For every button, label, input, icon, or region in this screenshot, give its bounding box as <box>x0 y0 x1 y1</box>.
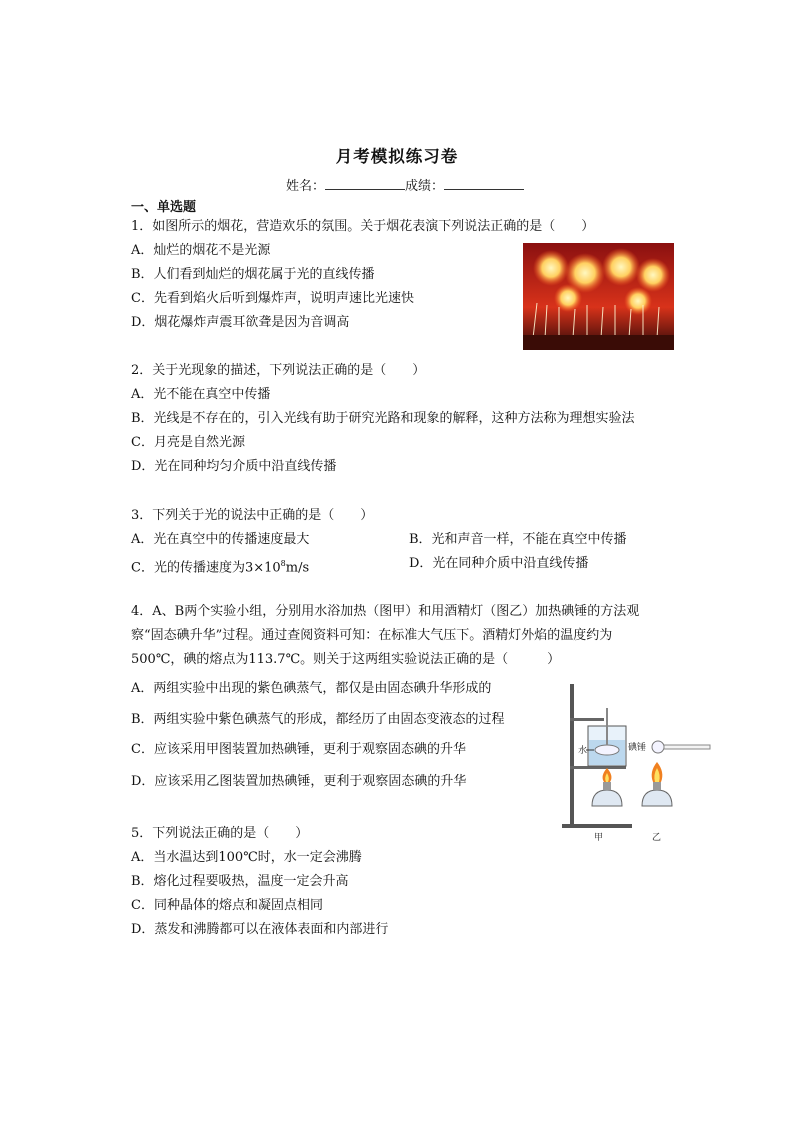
q3-option-c-unit: m/s <box>285 560 310 576</box>
q5-option-d: D．蒸发和沸腾都可以在液体表面和内部进行 <box>131 922 389 937</box>
q3-option-c <box>131 555 309 577</box>
q4-option-b: B．两组实验中紫色碘蒸气的形成，都经历了由固态变液态的过程 <box>131 712 505 727</box>
q2-option-b: B．光线是不存在的，引入光线有助于研究光路和现象的解释，这种方法称为理想实验法 <box>131 411 635 426</box>
name-label: 姓名： <box>286 179 326 194</box>
q2-option-d: D．光在同种均匀介质中沿直线传播 <box>131 459 337 474</box>
q2-option-a: A．光不能在真空中传播 <box>131 387 271 402</box>
q3-option-a: A．光在真空中的传播速度最大 <box>131 532 310 547</box>
q4-option-a: A．两组实验中出现的紫色碘蒸气，都仅是由固态碘升华形成的 <box>131 681 492 696</box>
fireworks-image <box>523 243 674 350</box>
q4-option-c: C．应该采用甲图装置加热碘锤，更利于观察固态碘的升华 <box>131 742 466 757</box>
label-iodine-tube: 碘锤 <box>628 743 647 753</box>
score-label: 成绩： <box>405 179 445 194</box>
q3-option-c-text: C．光的传播速度为3×10 <box>131 560 281 576</box>
q1-option-a: A．灿烂的烟花不是光源 <box>131 243 271 258</box>
q2-stem: 2．关于光现象的描述，下列说法正确的是（ ） <box>131 363 426 378</box>
q5-option-c: C．同种晶体的熔点和凝固点相同 <box>131 898 323 913</box>
label-jia: 甲 <box>594 833 604 843</box>
q3-option-d: D．光在同种介质中沿直线传播 <box>409 556 589 571</box>
q4-stem-line2: 察“固态碘升华”过程。通过查阅资料可知：在标准大气压下。酒精灯外焰的温度约为 <box>131 628 613 643</box>
score-blank[interactable] <box>444 178 524 190</box>
student-info-line <box>286 175 524 194</box>
q3-option-b: B．光和声音一样，不能在真空中传播 <box>409 532 627 547</box>
q4-option-d: D．应该采用乙图装置加热碘锤，更利于观察固态碘的升华 <box>131 774 467 789</box>
q5-stem: 5．下列说法正确的是（ ） <box>131 826 309 841</box>
iodine-experiment-figure <box>552 678 714 846</box>
label-yi: 乙 <box>652 833 662 843</box>
q5-option-b: B．熔化过程要吸热，温度一定会升高 <box>131 874 349 889</box>
q3-stem: 3．下列关于光的说法中正确的是（ ） <box>131 508 374 523</box>
q1-option-c: C．先看到焰火后听到爆炸声，说明声速比光速快 <box>131 291 414 306</box>
q1-stem: 1．如图所示的烟花，营造欢乐的氛围。关于烟花表演下列说法正确的是（ ） <box>131 219 595 234</box>
label-water: 水 <box>578 746 588 756</box>
q3-option-c-exponent: 8 <box>280 559 286 568</box>
name-blank[interactable] <box>325 178 405 190</box>
section-heading: 一、单选题 <box>131 200 197 215</box>
q2-option-c: C．月亮是自然光源 <box>131 435 245 450</box>
q5-option-a: A．当水温达到100℃时，水一定会沸腾 <box>131 850 362 865</box>
page-title: 月考模拟练习卷 <box>335 147 459 166</box>
q1-option-d: D．烟花爆炸声震耳欲聋是因为音调高 <box>131 315 350 330</box>
q1-option-b: B．人们看到灿烂的烟花属于光的直线传播 <box>131 267 375 282</box>
q4-stem-line1: 4．A、B两个实验小组，分别用水浴加热（图甲）和用酒精灯（图乙）加热碘锤的方法观 <box>131 604 640 619</box>
q4-stem-line3: 500℃，碘的熔点为113.7℃。则关于这两组实验说法正确的是（ ） <box>131 652 561 667</box>
